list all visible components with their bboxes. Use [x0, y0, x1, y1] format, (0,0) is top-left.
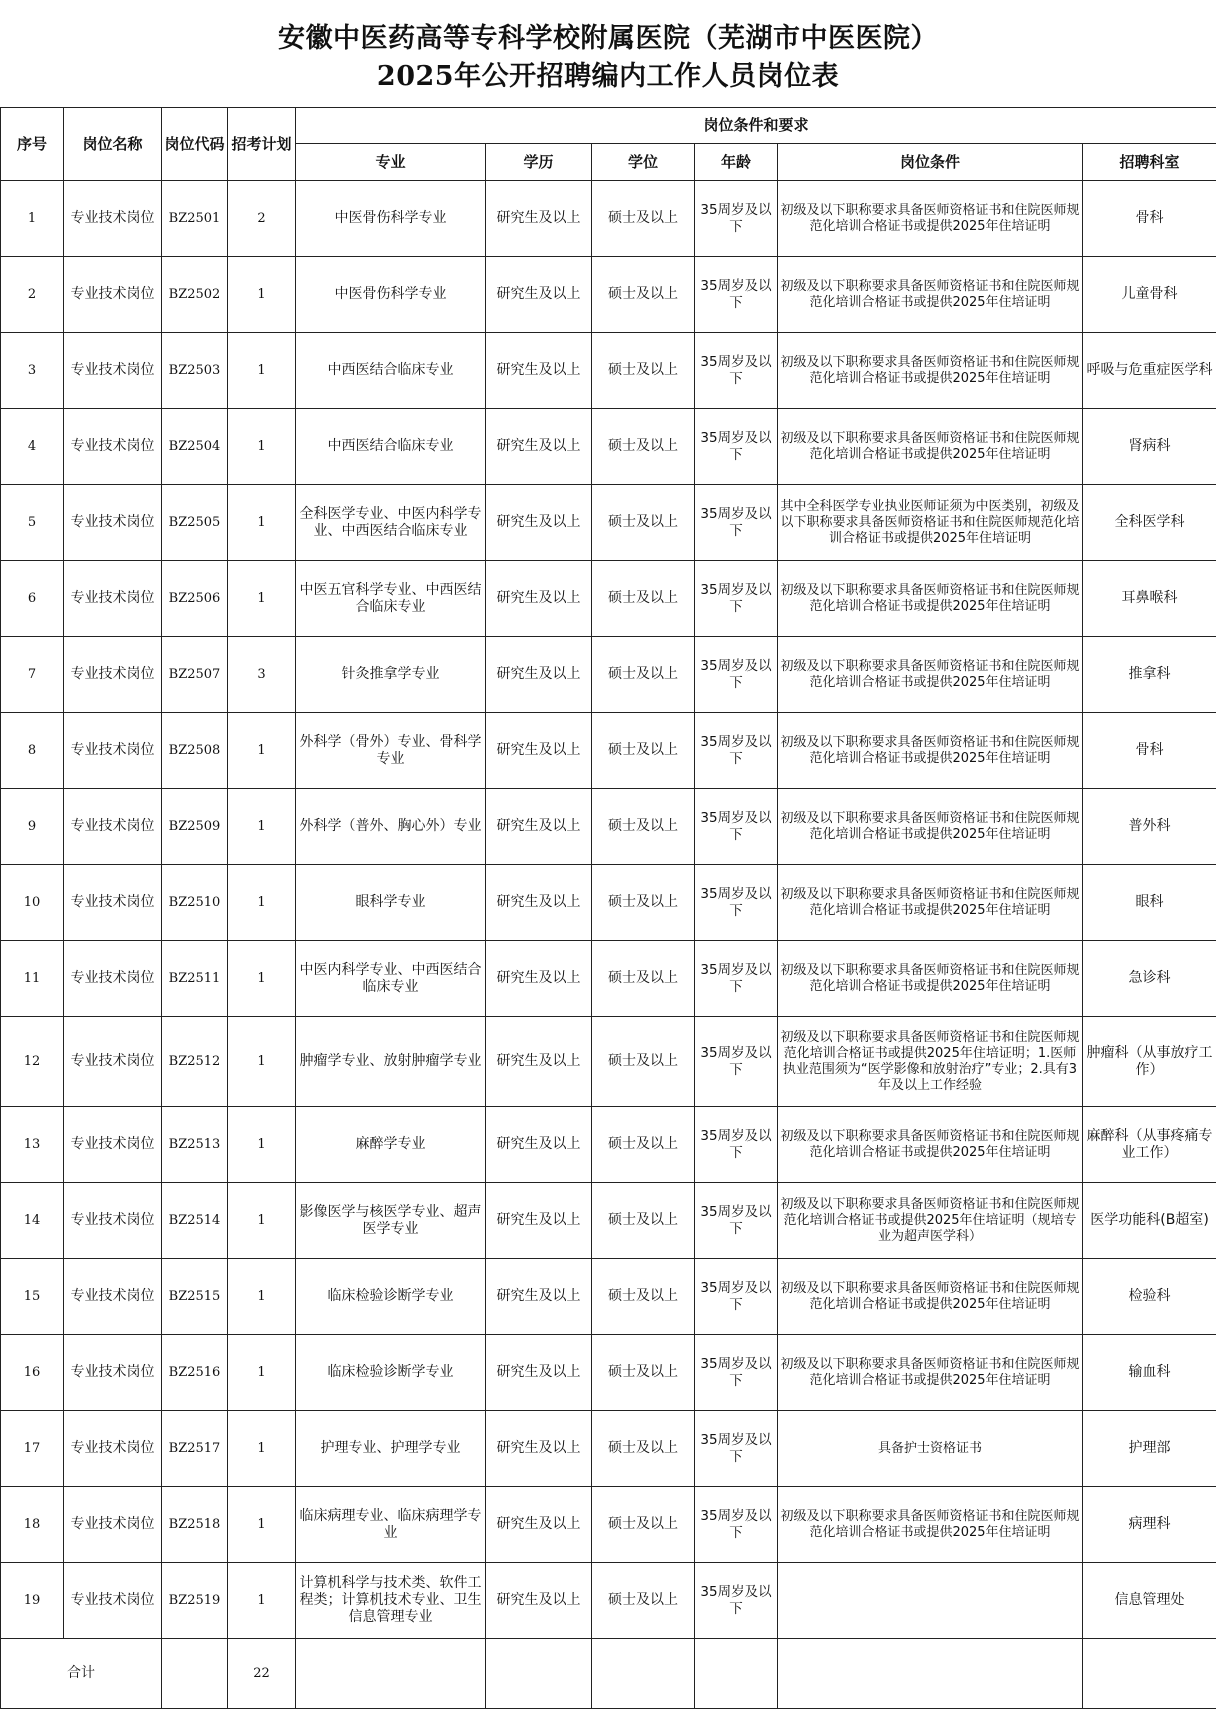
- table-row: [1, 1335, 1216, 1411]
- cell-plan: 2: [228, 181, 296, 257]
- cell-conditions: 初级及以下职称要求具备医师资格证书和住院医师规范化培训合格证书或提供2025年住培证明: [778, 789, 1083, 865]
- cell-education: 研究生及以上: [486, 1411, 592, 1487]
- cell-position-name: 专业技术岗位: [64, 181, 162, 257]
- cell-age: 35周岁及以下: [695, 1487, 778, 1563]
- cell-conditions: 具备护士资格证书: [778, 1411, 1083, 1487]
- cell-age: 35周岁及以下: [695, 713, 778, 789]
- cell-position-code: BZ2503: [162, 333, 228, 409]
- header-education: 学历: [486, 144, 592, 181]
- cell-department: 骨科: [1083, 181, 1216, 257]
- cell-plan: 1: [228, 1563, 296, 1639]
- cell-degree: 硕士及以上: [592, 637, 695, 713]
- table-row: [1, 181, 1216, 257]
- cell-major: 中医五官科学专业、中西医结合临床专业: [296, 561, 486, 637]
- cell-degree: 硕士及以上: [592, 865, 695, 941]
- cell-conditions: 初级及以下职称要求具备医师资格证书和住院医师规范化培训合格证书或提供2025年住培证明: [778, 1107, 1083, 1183]
- header-major: 专业: [296, 144, 486, 181]
- cell-department: 信息管理处: [1083, 1563, 1216, 1639]
- table-row: [1, 1259, 1216, 1335]
- cell-position-name: 专业技术岗位: [64, 941, 162, 1017]
- cell-seq: 9: [1, 789, 64, 865]
- cell-seq: 12: [1, 1017, 64, 1107]
- cell-degree: 硕士及以上: [592, 1563, 695, 1639]
- cell-education: 研究生及以上: [486, 333, 592, 409]
- cell-conditions: 初级及以下职称要求具备医师资格证书和住院医师规范化培训合格证书或提供2025年住培证明: [778, 1487, 1083, 1563]
- cell-degree: 硕士及以上: [592, 1335, 695, 1411]
- cell-department: 呼吸与危重症医学科: [1083, 333, 1216, 409]
- cell-education: 研究生及以上: [486, 637, 592, 713]
- cell-seq: 2: [1, 257, 64, 333]
- table-row: [1, 485, 1216, 561]
- cell-department: 医学功能科(B超室): [1083, 1183, 1216, 1259]
- header-age: 年龄: [695, 144, 778, 181]
- cell-position-name: 专业技术岗位: [64, 485, 162, 561]
- cell-degree: 硕士及以上: [592, 1017, 695, 1107]
- cell-degree: 硕士及以上: [592, 257, 695, 333]
- cell-age: 35周岁及以下: [695, 561, 778, 637]
- cell-degree: 硕士及以上: [592, 333, 695, 409]
- cell-plan: 3: [228, 637, 296, 713]
- cell-position-code: BZ2512: [162, 1017, 228, 1107]
- cell-age: 35周岁及以下: [695, 409, 778, 485]
- cell-plan: 1: [228, 1487, 296, 1563]
- cell-position-code: BZ2504: [162, 409, 228, 485]
- cell-conditions: [778, 1563, 1083, 1639]
- page-title-line-2: 2025年公开招聘编内工作人员岗位表: [376, 61, 840, 92]
- cell-education: 研究生及以上: [486, 561, 592, 637]
- cell-age: 35周岁及以下: [695, 1335, 778, 1411]
- table-row: [1, 637, 1216, 713]
- total-cond-cell: [778, 1639, 1083, 1709]
- cell-department: 麻醉科（从事疼痛专业工作）: [1083, 1107, 1216, 1183]
- cell-department: 肿瘤科（从事放疗工作）: [1083, 1017, 1216, 1107]
- cell-major: 临床检验诊断学专业: [296, 1335, 486, 1411]
- cell-position-name: 专业技术岗位: [64, 1563, 162, 1639]
- cell-conditions: 初级及以下职称要求具备医师资格证书和住院医师规范化培训合格证书或提供2025年住培证明: [778, 257, 1083, 333]
- cell-age: 35周岁及以下: [695, 485, 778, 561]
- cell-position-name: 专业技术岗位: [64, 561, 162, 637]
- cell-age: 35周岁及以下: [695, 1259, 778, 1335]
- cell-education: 研究生及以上: [486, 1335, 592, 1411]
- cell-plan: 1: [228, 713, 296, 789]
- header-degree: 学位: [592, 144, 695, 181]
- cell-degree: 硕士及以上: [592, 1183, 695, 1259]
- cell-position-code: BZ2505: [162, 485, 228, 561]
- cell-major: 计算机科学与技术类、软件工程类；计算机技术专业、卫生信息管理专业: [296, 1563, 486, 1639]
- cell-position-code: BZ2518: [162, 1487, 228, 1563]
- cell-seq: 7: [1, 637, 64, 713]
- cell-position-code: BZ2516: [162, 1335, 228, 1411]
- table-row: [1, 409, 1216, 485]
- table-row: [1, 1563, 1216, 1639]
- cell-department: 检验科: [1083, 1259, 1216, 1335]
- cell-position-code: BZ2509: [162, 789, 228, 865]
- cell-plan: 1: [228, 1017, 296, 1107]
- cell-conditions: 初级及以下职称要求具备医师资格证书和住院医师规范化培训合格证书或提供2025年住培证明: [778, 865, 1083, 941]
- cell-seq: 10: [1, 865, 64, 941]
- cell-department: 急诊科: [1083, 941, 1216, 1017]
- cell-age: 35周岁及以下: [695, 789, 778, 865]
- cell-conditions: 初级及以下职称要求具备医师资格证书和住院医师规范化培训合格证书或提供2025年住培证明: [778, 713, 1083, 789]
- cell-education: 研究生及以上: [486, 1259, 592, 1335]
- cell-conditions: 初级及以下职称要求具备医师资格证书和住院医师规范化培训合格证书或提供2025年住培证明: [778, 181, 1083, 257]
- cell-major: 针灸推拿学专业: [296, 637, 486, 713]
- cell-position-name: 专业技术岗位: [64, 865, 162, 941]
- cell-seq: 18: [1, 1487, 64, 1563]
- cell-education: 研究生及以上: [486, 1017, 592, 1107]
- cell-department: 眼科: [1083, 865, 1216, 941]
- cell-seq: 19: [1, 1563, 64, 1639]
- total-age-cell: [695, 1639, 778, 1709]
- cell-conditions: 初级及以下职称要求具备医师资格证书和住院医师规范化培训合格证书或提供2025年住培证明: [778, 561, 1083, 637]
- cell-degree: 硕士及以上: [592, 1259, 695, 1335]
- cell-department: 普外科: [1083, 789, 1216, 865]
- cell-position-code: BZ2508: [162, 713, 228, 789]
- cell-plan: 1: [228, 789, 296, 865]
- cell-age: 35周岁及以下: [695, 865, 778, 941]
- cell-degree: 硕士及以上: [592, 713, 695, 789]
- cell-plan: 1: [228, 941, 296, 1017]
- cell-position-code: BZ2514: [162, 1183, 228, 1259]
- cell-major: 中医骨伤科学专业: [296, 181, 486, 257]
- cell-major: 中西医结合临床专业: [296, 409, 486, 485]
- header-conditions: 岗位条件: [778, 144, 1083, 181]
- positions-table: [0, 107, 1216, 1709]
- cell-plan: 1: [228, 1335, 296, 1411]
- header-department: 招聘科室: [1083, 144, 1216, 181]
- header-conditions-group: 岗位条件和要求: [296, 108, 1216, 144]
- cell-degree: 硕士及以上: [592, 1107, 695, 1183]
- cell-age: 35周岁及以下: [695, 257, 778, 333]
- cell-age: 35周岁及以下: [695, 181, 778, 257]
- cell-major: 临床病理专业、临床病理学专业: [296, 1487, 486, 1563]
- cell-education: 研究生及以上: [486, 1107, 592, 1183]
- cell-major: 肿瘤学专业、放射肿瘤学专业: [296, 1017, 486, 1107]
- cell-position-code: BZ2507: [162, 637, 228, 713]
- cell-education: 研究生及以上: [486, 789, 592, 865]
- cell-plan: 1: [228, 409, 296, 485]
- cell-degree: 硕士及以上: [592, 1487, 695, 1563]
- cell-conditions: 初级及以下职称要求具备医师资格证书和住院医师规范化培训合格证书或提供2025年住培证明；1.医师执业范围须为“医学影像和放射治疗”专业；2.具有3年及以上工作经验: [778, 1017, 1083, 1107]
- cell-major: 麻醉学专业: [296, 1107, 486, 1183]
- cell-seq: 13: [1, 1107, 64, 1183]
- cell-age: 35周岁及以下: [695, 637, 778, 713]
- cell-plan: 1: [228, 1411, 296, 1487]
- cell-department: 耳鼻喉科: [1083, 561, 1216, 637]
- header-plan: 招考计划: [228, 108, 296, 181]
- cell-major: 中西医结合临床专业: [296, 333, 486, 409]
- cell-education: 研究生及以上: [486, 485, 592, 561]
- cell-education: 研究生及以上: [486, 941, 592, 1017]
- table-row: [1, 561, 1216, 637]
- cell-education: 研究生及以上: [486, 409, 592, 485]
- cell-seq: 6: [1, 561, 64, 637]
- total-row: [1, 1639, 1216, 1709]
- cell-major: 影像医学与核医学专业、超声医学专业: [296, 1183, 486, 1259]
- total-degree-cell: [592, 1639, 695, 1709]
- cell-position-name: 专业技术岗位: [64, 1411, 162, 1487]
- cell-seq: 3: [1, 333, 64, 409]
- cell-conditions: 初级及以下职称要求具备医师资格证书和住院医师规范化培训合格证书或提供2025年住培证明: [778, 333, 1083, 409]
- cell-position-name: 专业技术岗位: [64, 637, 162, 713]
- cell-seq: 1: [1, 181, 64, 257]
- cell-position-code: BZ2513: [162, 1107, 228, 1183]
- cell-education: 研究生及以上: [486, 865, 592, 941]
- cell-plan: 1: [228, 333, 296, 409]
- cell-degree: 硕士及以上: [592, 485, 695, 561]
- cell-seq: 5: [1, 485, 64, 561]
- cell-department: 儿童骨科: [1083, 257, 1216, 333]
- cell-major: 全科医学专业、中医内科学专业、中西医结合临床专业: [296, 485, 486, 561]
- cell-position-name: 专业技术岗位: [64, 409, 162, 485]
- cell-education: 研究生及以上: [486, 181, 592, 257]
- cell-major: 眼科学专业: [296, 865, 486, 941]
- cell-major: 中医内科学专业、中西医结合临床专业: [296, 941, 486, 1017]
- table-row: [1, 1107, 1216, 1183]
- cell-degree: 硕士及以上: [592, 181, 695, 257]
- header-position-code: 岗位代码: [162, 108, 228, 181]
- cell-department: 骨科: [1083, 713, 1216, 789]
- table-row: [1, 257, 1216, 333]
- table-row: [1, 865, 1216, 941]
- cell-position-code: BZ2517: [162, 1411, 228, 1487]
- cell-degree: 硕士及以上: [592, 941, 695, 1017]
- cell-plan: 1: [228, 865, 296, 941]
- total-plan: 22: [228, 1639, 296, 1709]
- total-code-cell: [162, 1639, 228, 1709]
- table-row: [1, 713, 1216, 789]
- cell-seq: 4: [1, 409, 64, 485]
- cell-plan: 1: [228, 257, 296, 333]
- cell-position-name: 专业技术岗位: [64, 789, 162, 865]
- cell-degree: 硕士及以上: [592, 409, 695, 485]
- cell-conditions: 初级及以下职称要求具备医师资格证书和住院医师规范化培训合格证书或提供2025年住培证明: [778, 637, 1083, 713]
- cell-conditions: 初级及以下职称要求具备医师资格证书和住院医师规范化培训合格证书或提供2025年住培证明: [778, 1259, 1083, 1335]
- table-row: [1, 1017, 1216, 1107]
- cell-major: 临床检验诊断学专业: [296, 1259, 486, 1335]
- cell-plan: 1: [228, 1107, 296, 1183]
- cell-position-name: 专业技术岗位: [64, 1335, 162, 1411]
- cell-plan: 1: [228, 1259, 296, 1335]
- header-row-1: [1, 108, 1216, 144]
- cell-age: 35周岁及以下: [695, 1563, 778, 1639]
- cell-position-name: 专业技术岗位: [64, 257, 162, 333]
- cell-position-code: BZ2511: [162, 941, 228, 1017]
- title-block: [0, 0, 1216, 108]
- cell-position-name: 专业技术岗位: [64, 713, 162, 789]
- cell-position-code: BZ2501: [162, 181, 228, 257]
- cell-department: 病理科: [1083, 1487, 1216, 1563]
- cell-degree: 硕士及以上: [592, 789, 695, 865]
- cell-age: 35周岁及以下: [695, 941, 778, 1017]
- cell-department: 推拿科: [1083, 637, 1216, 713]
- header-position-name: 岗位名称: [64, 108, 162, 181]
- cell-age: 35周岁及以下: [695, 333, 778, 409]
- cell-position-name: 专业技术岗位: [64, 333, 162, 409]
- cell-position-code: BZ2506: [162, 561, 228, 637]
- cell-conditions: 初级及以下职称要求具备医师资格证书和住院医师规范化培训合格证书或提供2025年住培证明（规培专业为超声医学科）: [778, 1183, 1083, 1259]
- cell-position-code: BZ2502: [162, 257, 228, 333]
- cell-education: 研究生及以上: [486, 1183, 592, 1259]
- cell-seq: 11: [1, 941, 64, 1017]
- table-row: [1, 333, 1216, 409]
- cell-department: 护理部: [1083, 1411, 1216, 1487]
- cell-conditions: 初级及以下职称要求具备医师资格证书和住院医师规范化培训合格证书或提供2025年住培证明: [778, 941, 1083, 1017]
- cell-education: 研究生及以上: [486, 1563, 592, 1639]
- table-body: [1, 181, 1216, 1639]
- cell-department: 全科医学科: [1083, 485, 1216, 561]
- cell-major: 外科学（普外、胸心外）专业: [296, 789, 486, 865]
- cell-position-code: BZ2515: [162, 1259, 228, 1335]
- cell-position-name: 专业技术岗位: [64, 1259, 162, 1335]
- cell-degree: 硕士及以上: [592, 1411, 695, 1487]
- cell-plan: 1: [228, 1183, 296, 1259]
- cell-seq: 15: [1, 1259, 64, 1335]
- header-seq: 序号: [1, 108, 64, 181]
- cell-department: 肾病科: [1083, 409, 1216, 485]
- total-label: 合计: [1, 1639, 162, 1709]
- table-row: [1, 1183, 1216, 1259]
- page-title-line-1: 安徽中医药高等专科学校附属医院（芜湖市中医医院）: [278, 23, 938, 54]
- cell-education: 研究生及以上: [486, 713, 592, 789]
- cell-education: 研究生及以上: [486, 257, 592, 333]
- table-row: [1, 789, 1216, 865]
- cell-degree: 硕士及以上: [592, 561, 695, 637]
- cell-seq: 17: [1, 1411, 64, 1487]
- total-edu-cell: [486, 1639, 592, 1709]
- cell-conditions: 初级及以下职称要求具备医师资格证书和住院医师规范化培训合格证书或提供2025年住培证明: [778, 1335, 1083, 1411]
- table-row: [1, 1487, 1216, 1563]
- cell-position-name: 专业技术岗位: [64, 1017, 162, 1107]
- cell-plan: 1: [228, 561, 296, 637]
- cell-age: 35周岁及以下: [695, 1017, 778, 1107]
- total-dept-cell: [1083, 1639, 1216, 1709]
- table-row: [1, 941, 1216, 1017]
- cell-education: 研究生及以上: [486, 1487, 592, 1563]
- cell-position-name: 专业技术岗位: [64, 1183, 162, 1259]
- cell-age: 35周岁及以下: [695, 1411, 778, 1487]
- cell-seq: 8: [1, 713, 64, 789]
- cell-major: 中医骨伤科学专业: [296, 257, 486, 333]
- cell-conditions: 其中全科医学专业执业医师证须为中医类别，初级及以下职称要求具备医师资格证书和住院医师规范化培训合格证书或提供2025年住培证明: [778, 485, 1083, 561]
- cell-department: 输血科: [1083, 1335, 1216, 1411]
- cell-seq: 14: [1, 1183, 64, 1259]
- cell-conditions: 初级及以下职称要求具备医师资格证书和住院医师规范化培训合格证书或提供2025年住培证明: [778, 409, 1083, 485]
- cell-position-name: 专业技术岗位: [64, 1107, 162, 1183]
- cell-position-code: BZ2519: [162, 1563, 228, 1639]
- table-row: [1, 1411, 1216, 1487]
- cell-age: 35周岁及以下: [695, 1107, 778, 1183]
- cell-position-code: BZ2510: [162, 865, 228, 941]
- cell-seq: 16: [1, 1335, 64, 1411]
- cell-age: 35周岁及以下: [695, 1183, 778, 1259]
- cell-major: 护理专业、护理学专业: [296, 1411, 486, 1487]
- cell-plan: 1: [228, 485, 296, 561]
- total-major-cell: [296, 1639, 486, 1709]
- cell-position-name: 专业技术岗位: [64, 1487, 162, 1563]
- cell-major: 外科学（骨外）专业、骨科学专业: [296, 713, 486, 789]
